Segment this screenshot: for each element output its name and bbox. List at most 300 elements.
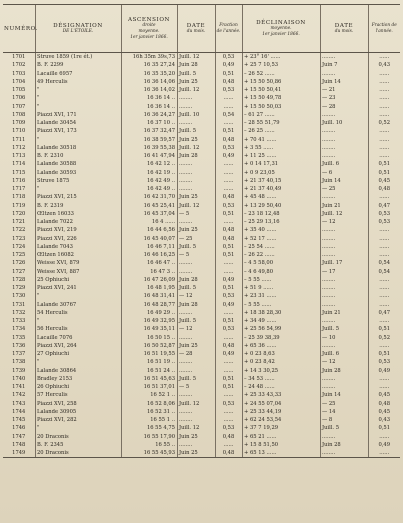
table-row xyxy=(3,334,400,342)
cell-fraction-2: ...... xyxy=(368,383,400,391)
cell-declinaison: + 25 7 10,53 xyxy=(242,61,320,69)
cell-fraction-2: 0,45 xyxy=(368,408,400,416)
cell-date: ........ xyxy=(177,160,215,168)
cell-ascension: 16 45 40,07 xyxy=(121,235,177,243)
cell-fraction: ...... xyxy=(215,309,242,317)
table-row xyxy=(3,259,400,267)
cell-declinaison: + 25 33 43,33 xyxy=(242,391,320,399)
cell-number: 1719 xyxy=(12,202,26,209)
cell-date: ........ xyxy=(177,441,215,449)
table-row xyxy=(3,292,400,300)
cell-date-2: ........ xyxy=(320,152,368,160)
cell-fraction-2: 0,54 xyxy=(368,259,400,267)
table-row xyxy=(3,53,400,62)
cell-fraction-2: 0,43 xyxy=(368,61,400,69)
cell-date: Juill. 12 xyxy=(177,202,215,210)
cell-fraction: 0,48 xyxy=(215,78,242,86)
cell-fraction: 0,53 xyxy=(215,86,242,94)
cell-fraction: 0,53 xyxy=(215,424,242,432)
cell-ascension: 16 35 35,20 xyxy=(121,70,177,78)
cell-date-2: ........ xyxy=(320,383,368,391)
cell-date: — 12 xyxy=(177,325,215,333)
cell-fraction-2: ...... xyxy=(368,301,400,309)
cell-date-2: — 25 xyxy=(320,185,368,193)
header-date: DATE du mois. xyxy=(177,5,215,53)
header-ascension: ASCENSION droite moyenne. 1er janvier 1866. xyxy=(121,5,177,53)
cell-fraction-2: 0,51 xyxy=(368,350,400,358)
cell-date-2: Juin 28 xyxy=(320,441,368,449)
cell-ascension: 16 51 19,55 xyxy=(121,350,177,358)
cell-designation: Piazzi XVI, 171 xyxy=(35,111,121,119)
cell-date-2: ........ xyxy=(320,243,368,251)
cell-date: ........ xyxy=(177,103,215,111)
cell-fraction-2: ...... xyxy=(368,78,400,86)
cell-number: 1715 xyxy=(12,169,26,176)
cell-ascension: 16h 35m 39s,73 xyxy=(121,53,177,62)
cell-designation: Piazzi XVI, 173 xyxy=(35,127,121,135)
table-row xyxy=(3,284,400,292)
cell-declinaison: – 34 53 ...... xyxy=(242,375,320,383)
cell-fraction: ...... xyxy=(215,218,242,226)
cell-fraction-2: ...... xyxy=(368,226,400,234)
cell-declinaison: – 5 55 ...... xyxy=(242,276,320,284)
cell-ascension: 16 48 31,41 xyxy=(121,292,177,300)
cell-fraction-2: 0,49 xyxy=(368,441,400,449)
cell-declinaison: + 65 21 ...... xyxy=(242,433,320,441)
cell-declinaison: + 45 48 ...... xyxy=(242,193,320,201)
table-row xyxy=(3,449,400,458)
cell-declinaison: + 23° 16' ...... xyxy=(242,53,320,62)
cell-number: 1736 xyxy=(12,342,26,349)
cell-declinaison: – 61 27 ...... xyxy=(242,111,320,119)
cell-fraction: 0,48 xyxy=(215,193,242,201)
cell-designation: Struve 1859 (1re ét.) xyxy=(35,53,121,62)
cell-declinaison: – 26 25 ...... xyxy=(242,127,320,135)
cell-date: ........ xyxy=(177,334,215,342)
cell-ascension: 16 36 14 .. xyxy=(121,94,177,102)
cell-number: 1713 xyxy=(12,153,26,160)
cell-fraction-2: 0,47 xyxy=(368,202,400,210)
cell-declinaison: + 65 36 ...... xyxy=(242,342,320,350)
header-fraction-2: Fraction de l'année. xyxy=(368,5,400,53)
cell-fraction: 0,49 xyxy=(215,350,242,358)
cell-fraction: ...... xyxy=(215,169,242,177)
cell-declinaison: – 5 55 ...... xyxy=(242,301,320,309)
cell-number: 1722 xyxy=(12,227,26,234)
cell-ascension: 16 42 31,70 xyxy=(121,193,177,201)
cell-designation: 20 Draconis xyxy=(35,449,121,458)
cell-fraction: ...... xyxy=(215,334,242,342)
cell-number: 1710 xyxy=(12,128,26,135)
table-row xyxy=(3,94,400,102)
cell-declinaison: + 11 25 ...... xyxy=(242,152,320,160)
header-date-2: DATE du mois. xyxy=(320,5,368,53)
cell-date-2: — 10 xyxy=(320,334,368,342)
cell-ascension: 16 44 6,56 xyxy=(121,226,177,234)
cell-date-2: — 14 xyxy=(320,408,368,416)
cell-designation: Œltzen 16082 xyxy=(35,251,121,259)
cell-number: 1703 xyxy=(12,70,26,77)
cell-ascension: 16 46 7,11 xyxy=(121,243,177,251)
cell-fraction: ...... xyxy=(215,367,242,375)
cell-fraction-2: ...... xyxy=(368,53,400,62)
cell-number: 1709 xyxy=(12,120,26,127)
cell-designation: " xyxy=(35,292,121,300)
table-row xyxy=(3,152,400,160)
table-row xyxy=(3,441,400,449)
cell-date: Juill. 12 xyxy=(177,400,215,408)
cell-fraction-2: ...... xyxy=(368,103,400,111)
cell-date-2: Juill. 6 xyxy=(320,350,368,358)
cell-date: Juill. 5 xyxy=(177,375,215,383)
cell-date: Juill. 5 xyxy=(177,284,215,292)
cell-fraction: 0,48 xyxy=(215,235,242,243)
cell-fraction: 0,53 xyxy=(215,144,242,152)
cell-designation: 57 Herculis xyxy=(35,391,121,399)
cell-fraction: ...... xyxy=(215,441,242,449)
cell-date: — 25 xyxy=(177,235,215,243)
table-row xyxy=(3,268,400,276)
cell-designation: Bradley 2153 xyxy=(35,375,121,383)
cell-declinaison: + 21 37 40,49 xyxy=(242,185,320,193)
cell-designation: " xyxy=(35,358,121,366)
cell-number: 1744 xyxy=(12,408,26,415)
cell-date: Juill. 5 xyxy=(177,317,215,325)
cell-ascension: 16 51 19 .. xyxy=(121,358,177,366)
table-row xyxy=(3,391,400,399)
table-row xyxy=(3,127,400,135)
cell-fraction-2: ...... xyxy=(368,86,400,94)
cell-fraction-2: ...... xyxy=(368,111,400,119)
cell-date-2: Juill. 5 xyxy=(320,424,368,432)
cell-declinaison: – 28 55 51,79 xyxy=(242,119,320,127)
cell-date-2: — 25 xyxy=(320,400,368,408)
cell-designation: Lalande 7043 xyxy=(35,243,121,251)
cell-fraction: 0,51 xyxy=(215,70,242,78)
table-row xyxy=(3,416,400,424)
cell-number: 1742 xyxy=(12,392,26,399)
cell-ascension: 16 37 10 .. xyxy=(121,119,177,127)
cell-date-2: — 28 xyxy=(320,103,368,111)
cell-declinaison: + 21 37 40,15 xyxy=(242,177,320,185)
cell-designation: Piazzi XVI, 219 xyxy=(35,226,121,234)
cell-declinaison: + 25 56 54,99 xyxy=(242,325,320,333)
cell-date-2: Juin 21 xyxy=(320,202,368,210)
cell-designation: Lalande 30454 xyxy=(35,119,121,127)
table-row xyxy=(3,103,400,111)
cell-declinaison: – 4 6 49,80 xyxy=(242,268,320,276)
cell-fraction: ...... xyxy=(215,94,242,102)
cell-ascension: 16 50 52,87 xyxy=(121,342,177,350)
cell-designation: Lalande 30518 xyxy=(35,144,121,152)
cell-fraction-2: 0,43 xyxy=(368,416,400,424)
cell-ascension: 16 35 27,24 xyxy=(121,61,177,69)
table-row xyxy=(3,243,400,251)
cell-date: Juin 25 xyxy=(177,433,215,441)
cell-fraction-2: ...... xyxy=(368,243,400,251)
cell-number: 1701 xyxy=(12,54,26,61)
cell-designation: 54 Herculis xyxy=(35,309,121,317)
cell-ascension: 16 38 59,57 xyxy=(121,136,177,144)
cell-declinaison: + 51 9 ...... xyxy=(242,284,320,292)
cell-declinaison: + 15 50 50,86 xyxy=(242,78,320,86)
table-row xyxy=(3,70,400,78)
cell-fraction: ...... xyxy=(215,185,242,193)
cell-ascension: 16 55 45,93 xyxy=(121,449,177,458)
cell-ascension: 16 48 28,77 xyxy=(121,301,177,309)
table-row xyxy=(3,202,400,210)
cell-fraction-2: 0,53 xyxy=(368,218,400,226)
cell-designation: 27 Ophiuchi xyxy=(35,350,121,358)
cell-declinaison: + 0 23 8,63 xyxy=(242,350,320,358)
cell-number: 1733 xyxy=(12,318,26,325)
cell-fraction: 0,48 xyxy=(215,226,242,234)
header-numero: NUMÉRO. xyxy=(3,5,35,53)
cell-declinaison: + 0 9 23,05 xyxy=(242,169,320,177)
cell-fraction: ...... xyxy=(215,391,242,399)
cell-ascension: 16 51 37,01 xyxy=(121,383,177,391)
cell-number: 1716 xyxy=(12,177,26,184)
cell-fraction: 0,51 xyxy=(215,317,242,325)
cell-date: ........ xyxy=(177,185,215,193)
cell-number: 1728 xyxy=(12,276,26,283)
cell-fraction-2: ...... xyxy=(368,193,400,201)
cell-designation: B. F. 2319 xyxy=(35,202,121,210)
table-row xyxy=(3,400,400,408)
cell-date-2: Juill. 6 xyxy=(320,160,368,168)
cell-date: — 12 xyxy=(177,292,215,300)
cell-declinaison: – 26 52 ...... xyxy=(242,70,320,78)
table-row xyxy=(3,169,400,177)
cell-fraction: 0,51 xyxy=(215,375,242,383)
table-row xyxy=(3,350,400,358)
table-row xyxy=(3,424,400,432)
cell-ascension: 16 52 1 .. xyxy=(121,391,177,399)
cell-ascension: 16 47 26,09 xyxy=(121,276,177,284)
cell-number: 1746 xyxy=(12,425,26,432)
cell-fraction: ...... xyxy=(215,259,242,267)
cell-date-2: ........ xyxy=(320,193,368,201)
cell-date-2: Juill. 5 xyxy=(320,325,368,333)
cell-number: 1714 xyxy=(12,161,26,168)
cell-fraction-2: ...... xyxy=(368,292,400,300)
cell-fraction: 0,53 xyxy=(215,202,242,210)
cell-designation: Struve 1875 xyxy=(35,177,121,185)
cell-ascension: 16 52 31 .. xyxy=(121,408,177,416)
cell-number: 1720 xyxy=(12,210,26,217)
cell-number: 1741 xyxy=(12,384,26,391)
cell-fraction: 0,49 xyxy=(215,152,242,160)
cell-designation: Lacaille 7076 xyxy=(35,334,121,342)
cell-ascension: 16 51 45,63 xyxy=(121,375,177,383)
cell-date: ........ xyxy=(177,218,215,226)
cell-fraction: ...... xyxy=(215,268,242,276)
cell-designation: B. F. 2345 xyxy=(35,441,121,449)
cell-fraction-2: ...... xyxy=(368,70,400,78)
cell-fraction: 0,51 xyxy=(215,284,242,292)
cell-date-2: ........ xyxy=(320,276,368,284)
cell-fraction: 0,49 xyxy=(215,276,242,284)
cell-ascension: 16 55 17,90 xyxy=(121,433,177,441)
cell-date-2: ........ xyxy=(320,235,368,243)
cell-declinaison: – 26 22 ...... xyxy=(242,251,320,259)
cell-fraction: 0,54 xyxy=(215,111,242,119)
cell-number: 1706 xyxy=(12,95,26,102)
cell-fraction: 0,53 xyxy=(215,292,242,300)
cell-fraction: 0,51 xyxy=(215,127,242,135)
cell-number: 1724 xyxy=(12,243,26,250)
cell-declinaison: + 15 50 50,41 xyxy=(242,86,320,94)
cell-declinaison: – 25 29 13,16 xyxy=(242,218,320,226)
cell-date-2: Juin 14 xyxy=(320,391,368,399)
cell-fraction-2: 0,48 xyxy=(368,185,400,193)
cell-number: 1711 xyxy=(12,136,26,143)
cell-date: Juill. 12 xyxy=(177,424,215,432)
cell-designation: Lalande 30864 xyxy=(35,367,121,375)
table-row xyxy=(3,251,400,259)
table-row xyxy=(3,193,400,201)
cell-date: Juin 28 xyxy=(177,276,215,284)
cell-fraction-2: 0,47 xyxy=(368,309,400,317)
table-row xyxy=(3,383,400,391)
cell-fraction-2: ...... xyxy=(368,449,400,458)
cell-date-2: ........ xyxy=(320,433,368,441)
header-fraction: Fraction de l'année. xyxy=(215,5,242,53)
cell-fraction-2: 0,53 xyxy=(368,210,400,218)
cell-number: 1705 xyxy=(12,87,26,94)
table-row xyxy=(3,235,400,243)
cell-date-2: — 6 xyxy=(320,169,368,177)
cell-ascension: 16 46 16,25 xyxy=(121,251,177,259)
cell-date-2: ........ xyxy=(320,449,368,458)
table-row xyxy=(3,276,400,284)
cell-date: Juin 25 xyxy=(177,449,215,458)
cell-fraction-2: 0,52 xyxy=(368,334,400,342)
cell-number: 1704 xyxy=(12,78,26,85)
cell-number: 1726 xyxy=(12,260,26,267)
cell-number: 1732 xyxy=(12,309,26,316)
cell-number: 1737 xyxy=(12,351,26,358)
cell-date: — 28 xyxy=(177,350,215,358)
cell-date: Juin 28 xyxy=(177,152,215,160)
cell-ascension: 16 55 4,75 xyxy=(121,424,177,432)
cell-number: 1723 xyxy=(12,235,26,242)
cell-date-2: ........ xyxy=(320,226,368,234)
cell-fraction-2: 0,45 xyxy=(368,391,400,399)
cell-designation: Œltzen 16033 xyxy=(35,210,121,218)
cell-ascension: 16 42 49 .. xyxy=(121,177,177,185)
table-row xyxy=(3,367,400,375)
cell-date: Juill. 12 xyxy=(177,144,215,152)
cell-designation: Piazzi XVI, 264 xyxy=(35,342,121,350)
header-row xyxy=(3,5,400,53)
cell-fraction: 0,49 xyxy=(215,301,242,309)
cell-fraction: 0,48 xyxy=(215,433,242,441)
cell-fraction-2: ...... xyxy=(368,433,400,441)
cell-fraction-2: ...... xyxy=(368,144,400,152)
cell-ascension: 16 36 14 .. xyxy=(121,103,177,111)
table-row xyxy=(3,177,400,185)
cell-number: 1707 xyxy=(12,103,26,110)
cell-fraction: 0,48 xyxy=(215,342,242,350)
table-row xyxy=(3,342,400,350)
cell-number: 1749 xyxy=(3,449,35,458)
cell-fraction-2: 0,52 xyxy=(368,119,400,127)
cell-fraction: 0,49 xyxy=(215,61,242,69)
cell-fraction-2: 0,51 xyxy=(368,169,400,177)
cell-number: 1725 xyxy=(12,252,26,259)
cell-declinaison: + 14 3 30,25 xyxy=(242,367,320,375)
cell-fraction: ...... xyxy=(215,119,242,127)
star-catalogue-table xyxy=(3,4,400,458)
cell-fraction: 0,51 xyxy=(215,251,242,259)
cell-designation: Lalande 30905 xyxy=(35,408,121,416)
cell-designation: Lalande 30588 xyxy=(35,160,121,168)
cell-fraction: 0,51 xyxy=(215,243,242,251)
cell-fraction-2: 0,48 xyxy=(368,400,400,408)
cell-date: ........ xyxy=(177,169,215,177)
cell-date-2: Juin 21 xyxy=(320,309,368,317)
cell-number: 1740 xyxy=(12,375,26,382)
cell-number: 1730 xyxy=(12,293,26,300)
cell-number: 1734 xyxy=(12,326,26,333)
cell-declinaison: + 34 49 ...... xyxy=(242,317,320,325)
cell-date: — 5 xyxy=(177,251,215,259)
cell-fraction-2: ...... xyxy=(368,317,400,325)
cell-fraction-2: ...... xyxy=(368,276,400,284)
cell-fraction-2: ...... xyxy=(368,94,400,102)
cell-date: ........ xyxy=(177,416,215,424)
cell-declinaison: + 25 33 44,19 xyxy=(242,408,320,416)
cell-ascension: 16 45 37,04 xyxy=(121,210,177,218)
cell-designation: Weisse XVI, 879 xyxy=(35,259,121,267)
cell-fraction: 0,48 xyxy=(215,136,242,144)
table-row xyxy=(3,119,400,127)
cell-ascension: 16 51 24 .. xyxy=(121,367,177,375)
cell-designation: Weisse XVI, 887 xyxy=(35,268,121,276)
table-row xyxy=(3,210,400,218)
table-row xyxy=(3,325,400,333)
cell-ascension: 16 46 47 .. xyxy=(121,259,177,267)
cell-declinaison: + 35 40 ...... xyxy=(242,226,320,234)
cell-number: 1721 xyxy=(12,219,26,226)
table-row xyxy=(3,160,400,168)
table-row xyxy=(3,185,400,193)
cell-designation: 26 Ophiuchi xyxy=(35,383,121,391)
cell-fraction-2: ...... xyxy=(368,152,400,160)
cell-ascension: 16 52 8,06 xyxy=(121,400,177,408)
cell-declinaison: + 0 14 17,31 xyxy=(242,160,320,168)
cell-declinaison: – 24 48 ...... xyxy=(242,383,320,391)
cell-fraction: 0,51 xyxy=(215,383,242,391)
cell-number: 1729 xyxy=(12,285,26,292)
cell-ascension: 16 39 55,38 xyxy=(121,144,177,152)
cell-fraction-2: ...... xyxy=(368,284,400,292)
cell-date-2: ........ xyxy=(320,342,368,350)
cell-designation: Lalande 7022 xyxy=(35,218,121,226)
cell-ascension: 16 55 .. xyxy=(121,441,177,449)
cell-designation: Piazzi XVI, 215 xyxy=(35,193,121,201)
cell-date-2: — 23 xyxy=(320,94,368,102)
cell-number: 1731 xyxy=(12,301,26,308)
cell-designation: " xyxy=(35,136,121,144)
cell-fraction-2: 0,54 xyxy=(368,268,400,276)
table-row xyxy=(3,78,400,86)
cell-designation: " xyxy=(35,86,121,94)
cell-ascension: 16 42 49 .. xyxy=(121,185,177,193)
cell-ascension: 16 49 35,11 xyxy=(121,325,177,333)
cell-designation: " xyxy=(35,94,121,102)
